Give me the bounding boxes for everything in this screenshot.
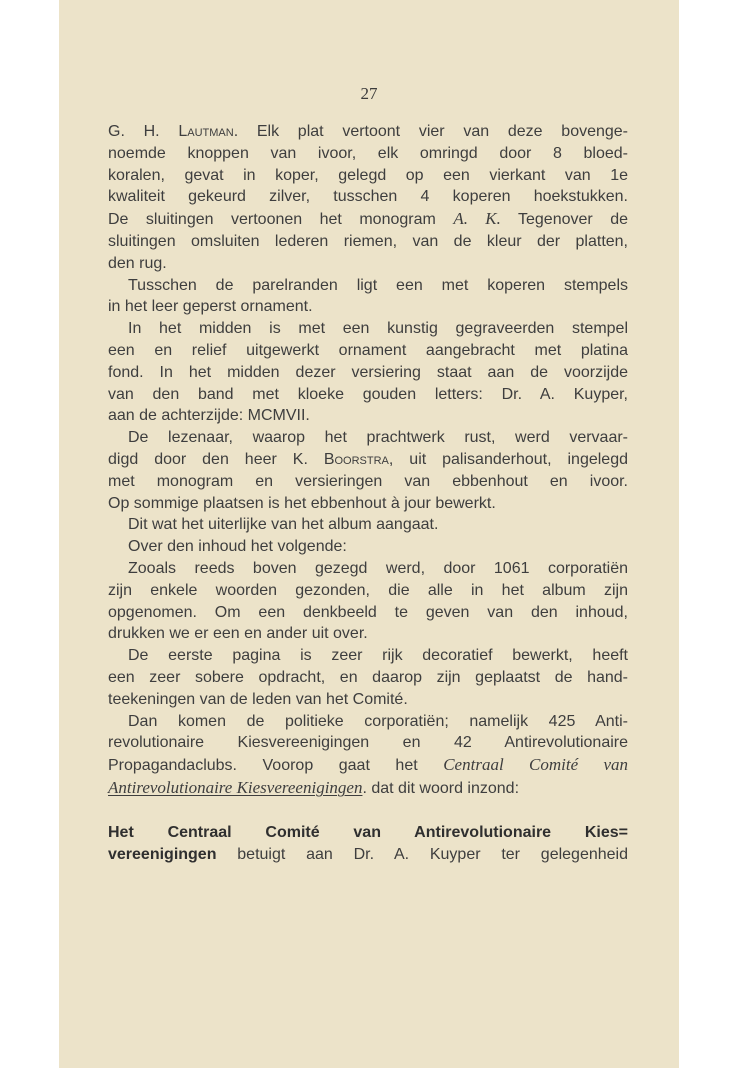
- text-segment: een zeer sobere opdracht, en daarop zijn geplaatst de hand-: [108, 668, 628, 686]
- text-segment: aan de achterzijde: MCMVII.: [108, 407, 310, 425]
- text-segment: De eerste pagina is zeer rijk decoratief bewerkt, heeft: [128, 647, 628, 665]
- text-segment: zijn enkele woorden gezonden, die alle in het album zijn: [108, 581, 628, 599]
- text-line: [108, 711, 628, 733]
- text-segment: den rug.: [108, 254, 167, 272]
- text-segment: digd door den heer K.: [108, 450, 324, 468]
- text-line: [108, 732, 628, 754]
- text-segment: opgenomen. Om een denkbeeld te geven van den inhoud,: [108, 603, 628, 621]
- text-segment: , uit palisanderhout, ingelegd: [388, 450, 628, 468]
- text-line: [108, 514, 628, 536]
- text-line: [108, 121, 628, 143]
- text-line: [108, 231, 628, 253]
- text-line: [108, 275, 628, 297]
- book-page: [59, 0, 679, 1068]
- text-segment: fond. In het midden dezer versiering staat aan de voorzijde: [108, 363, 628, 381]
- text-line: [108, 208, 628, 231]
- text-segment: Dan komen de politieke corporatiën; namelijk 425 Anti-: [128, 712, 628, 730]
- text-segment: kwaliteit gekeurd zilver, tusschen 4 koperen hoekstukken.: [108, 188, 628, 206]
- text-line: [108, 340, 628, 362]
- text-line: [108, 558, 628, 580]
- text-segment: G. H.: [108, 123, 179, 140]
- text-segment: een en relief uitgewerkt ornament aangebracht met platina: [108, 341, 628, 359]
- main-paragraphs: [108, 121, 628, 800]
- text-line: [108, 186, 628, 208]
- text-line: [108, 253, 628, 275]
- text-segment: van den band met kloeke gouden letters: Dr. A. Kuyper,: [108, 385, 628, 403]
- text-segment: Tusschen de parelranden ligt een met koperen stempels: [128, 276, 628, 294]
- text-line: [108, 689, 628, 711]
- text-segment: in het leer geperst ornament.: [108, 298, 313, 316]
- text-segment: Lautman: [178, 123, 234, 140]
- text-line: [108, 822, 628, 844]
- text-line: [108, 493, 628, 515]
- text-segment: noemde knoppen van ivoor, elk omringd door 8 bloed-: [108, 144, 628, 162]
- text-segment: In het midden is met een kunstig gegraveerden stempel: [128, 320, 628, 338]
- text-line: [108, 296, 628, 318]
- text-line: [108, 623, 628, 645]
- page-number: 27: [360, 84, 378, 103]
- text-segment: teekeningen van de leden van het Comité.: [108, 690, 408, 708]
- text-line: [108, 362, 628, 384]
- text-line: [108, 754, 628, 777]
- text-segment: met monogram en versieringen van ebbenhout en ivoor.: [108, 472, 628, 490]
- text-segment: Over den inhoud het volgende:: [128, 538, 347, 556]
- text-line: [108, 405, 628, 427]
- text-line: [108, 165, 628, 187]
- text-segment: Dit wat het uiterlijke van het album aangaat.: [128, 516, 439, 534]
- text-line: [108, 384, 628, 406]
- text-line: [108, 471, 628, 493]
- text-segment: . Elk plat vertoont vier van deze bovenge-: [233, 123, 629, 140]
- text-line: [108, 536, 628, 558]
- text-line: [108, 143, 628, 165]
- text-segment: revolutionaire Kiesvereenigingen en 42 Antirevolutionaire: [108, 734, 628, 752]
- text-segment: drukken we er een en ander uit over.: [108, 625, 368, 643]
- text-segment: Zooals reeds boven gezegd werd, door 1061 corporatiën: [128, 559, 628, 577]
- text-line: [108, 602, 628, 624]
- text-segment: A. K.: [453, 209, 501, 229]
- text-segment: koralen, gevat in koper, gelegd op een vierkant van 1e: [108, 166, 628, 184]
- text-segment: . dat dit woord inzond:: [362, 779, 520, 797]
- text-line: [108, 427, 628, 449]
- text-line: [108, 449, 628, 471]
- text-line: [108, 667, 628, 689]
- text-line: [108, 777, 628, 800]
- text-segment: betuigt aan Dr. A. Kuyper ter gelegenheid: [216, 845, 628, 863]
- text-line: [108, 580, 628, 602]
- text-segment: sluitingen omsluiten lederen riemen, van de kleur der platten,: [108, 232, 628, 250]
- text-segment: Antirevolutionaire Kiesvereenigingen: [108, 777, 363, 797]
- text-segment: De sluitingen vertoonen het monogram: [108, 211, 454, 229]
- text-segment: De lezenaar, waarop het prachtwerk rust, werd vervaar-: [128, 429, 628, 447]
- text-segment: Centraal Comité van: [443, 755, 628, 775]
- text-segment: Op sommige plaatsen is het ebbenhout à jour bewerkt.: [108, 494, 496, 512]
- text-line: [108, 645, 628, 667]
- text-segment: vereenigingen: [108, 845, 217, 863]
- text-line: [108, 844, 628, 866]
- text-segment: Tegenover de: [500, 211, 628, 229]
- paragraph-gap: [108, 800, 628, 822]
- text-segment: Het Centraal Comité van Antirevolutionaire Kies=: [108, 823, 628, 841]
- text-segment: Propagandaclubs. Voorop gaat het: [108, 757, 444, 775]
- body-text: [108, 121, 628, 865]
- closing-paragraph: [108, 822, 628, 866]
- text-segment: Boorstra: [323, 450, 389, 468]
- text-line: [108, 318, 628, 340]
